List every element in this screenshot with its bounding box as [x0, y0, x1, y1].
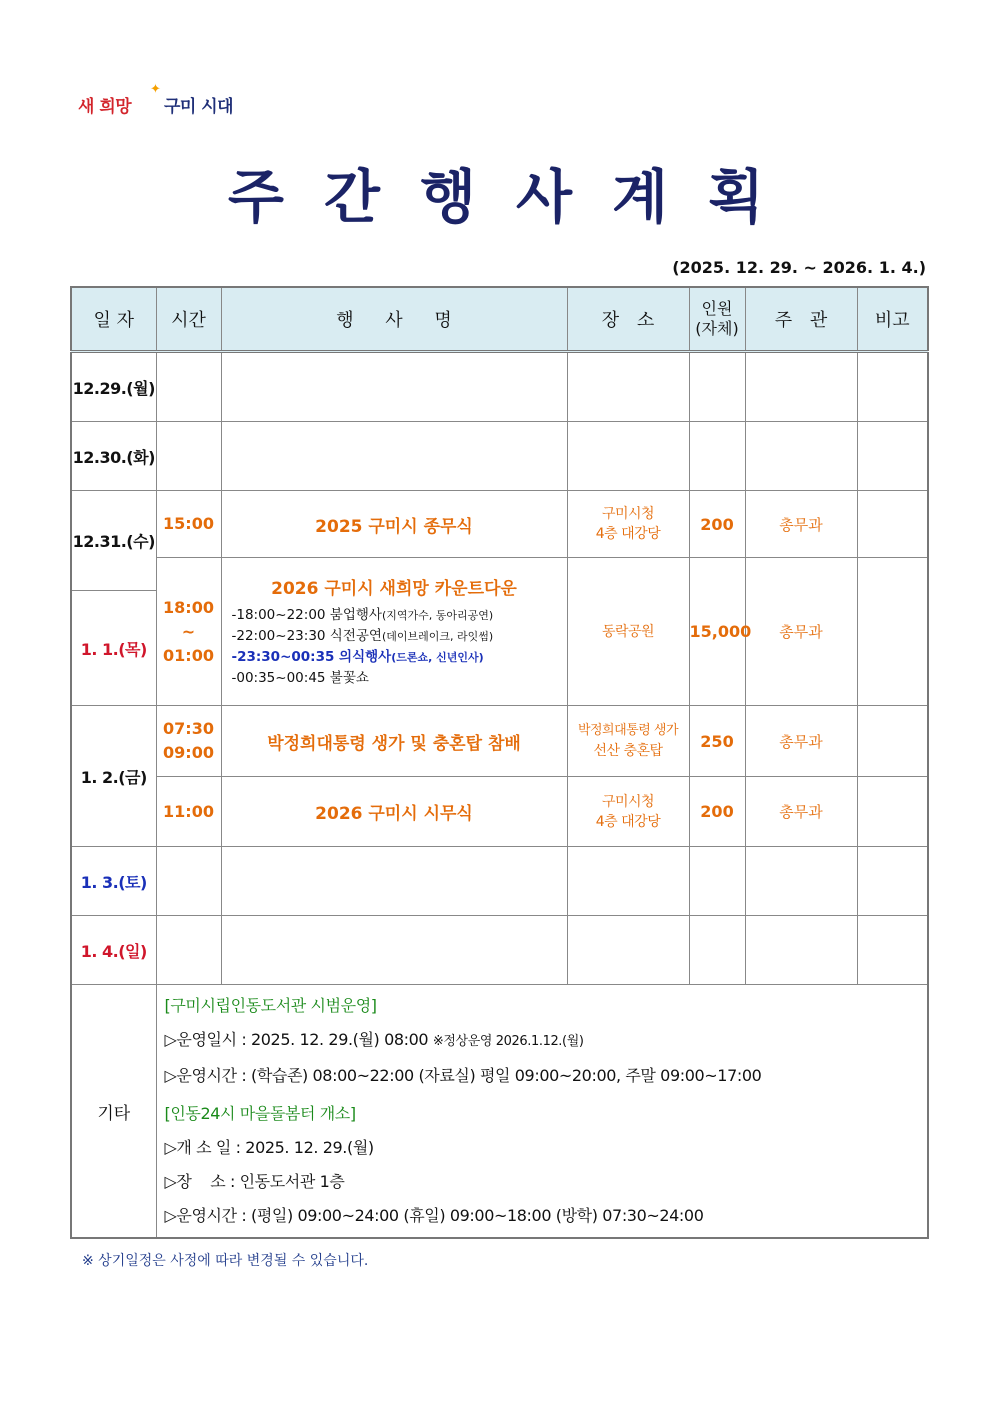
misc-line: ▷장 소 : 인동도서관 1층	[164, 1172, 345, 1191]
event-time: 15:00	[156, 491, 221, 558]
star-icon: ✦	[150, 82, 161, 97]
event-time: 11:00	[156, 777, 221, 847]
header-event: 행 사 명	[221, 287, 567, 352]
event-place-line: 구미시청	[601, 506, 655, 522]
header-place: 장 소	[567, 287, 689, 352]
event-people: 200	[689, 777, 745, 847]
misc-row	[71, 985, 928, 1239]
table-header-row	[71, 287, 928, 352]
sub-line: -22:00~23:30 식전공연	[231, 628, 382, 644]
event-name: 2025 구미시 종무식	[221, 491, 567, 558]
sub-line: -18:00~22:00 붐업행사	[231, 607, 382, 623]
event-org: 총무과	[745, 706, 857, 777]
misc-text: ▷운영일시 : 2025. 12. 29.(월) 08:00	[164, 1030, 429, 1049]
event-time	[156, 706, 221, 777]
table-row	[71, 916, 928, 985]
misc-note: ※정상운영 2026.1.12.(월)	[432, 1034, 584, 1049]
event-place-line: 구미시청	[601, 793, 655, 810]
header-time: 시간	[156, 287, 221, 352]
header-people-2: (자체)	[695, 319, 739, 338]
sub-line: -23:30~00:35 의식행사	[231, 649, 392, 665]
event-name: 2026 구미시 시무식	[221, 777, 567, 847]
event-people: 200	[689, 491, 745, 558]
event-time	[156, 558, 221, 706]
logo-text-2: 구미 시대	[164, 97, 234, 117]
sub-note: (지역가수, 동아리공연)	[381, 609, 494, 622]
event-org: 총무과	[745, 491, 857, 558]
event-people: 15,000	[689, 558, 745, 706]
time-end: 01:00	[163, 645, 214, 665]
event-name: 2026 구미시 새희망 카운트다운	[271, 579, 517, 599]
misc-label: 기타	[71, 985, 156, 1239]
time-start: 07:30	[163, 719, 214, 738]
misc-line	[165, 1023, 928, 1059]
table-row	[71, 422, 928, 491]
table-row	[71, 558, 928, 591]
date-cell: 1. 3.(토)	[71, 847, 156, 916]
schedule-table	[70, 286, 929, 1239]
header-note: 비고	[857, 287, 928, 352]
event-place-line: 4층 대강당	[595, 526, 661, 542]
table-row	[71, 777, 928, 847]
time-end: 09:00	[163, 743, 214, 762]
misc-content	[156, 985, 928, 1239]
misc-heading: [인동24시 마을돌봄터 개소]	[164, 1104, 356, 1123]
header-people	[689, 287, 745, 352]
time-sep: ~	[181, 621, 196, 641]
event-place	[567, 777, 689, 847]
event-place-line: 4층 대강당	[595, 813, 661, 830]
sub-line: -00:35~00:45 불꽃쇼	[231, 670, 369, 686]
event-people: 250	[689, 706, 745, 777]
event-subschedule	[222, 605, 567, 689]
event-place-line: 선산 충혼탑	[593, 743, 663, 759]
table-row	[71, 706, 928, 777]
event-place	[567, 706, 689, 777]
footnote: ※ 상기일정은 사정에 따라 변경될 수 있습니다.	[82, 1253, 369, 1269]
header-org: 주 관	[745, 287, 857, 352]
table-row	[71, 847, 928, 916]
date-cell: 12.29.(월)	[71, 352, 156, 422]
sub-note: (데이브레이크, 라잇썸)	[381, 630, 494, 643]
misc-heading: [구미시립인동도서관 시범운영]	[164, 996, 377, 1015]
event-name: 박정희대통령 생가 및 충혼탑 참배	[221, 706, 567, 777]
header-date: 일 자	[71, 287, 156, 352]
event-place	[567, 491, 689, 558]
event-org: 총무과	[745, 558, 857, 706]
date-cell: 12.31.(수)	[71, 491, 156, 591]
event-place: 동락공원	[567, 558, 689, 706]
period: (2025. 12. 29. ~ 2026. 1. 4.)	[672, 258, 926, 277]
date-cell: 12.30.(화)	[71, 422, 156, 491]
header-people-1: 인원	[701, 299, 733, 318]
table-row	[71, 491, 928, 558]
misc-line: ▷개 소 일 : 2025. 12. 29.(월)	[164, 1138, 374, 1157]
event-countdown	[221, 558, 567, 706]
sub-note: (드론쇼, 신년인사)	[391, 651, 484, 664]
date-cell: 1. 4.(일)	[71, 916, 156, 985]
date-cell: 1. 2.(금)	[71, 706, 156, 847]
misc-line: ▷운영시간 : (학습존) 08:00~22:00 (자료실) 평일 09:00~20:00, 주말 09:00~17:00	[164, 1066, 762, 1085]
page-title: 주간행사계획	[227, 163, 805, 231]
date-cell: 1. 1.(목)	[71, 591, 156, 706]
table-row	[71, 352, 928, 422]
logo-text-1: 새 희망	[78, 97, 132, 117]
time-start: 18:00	[163, 597, 214, 617]
event-place-line: 박정희대통령 생가	[577, 723, 679, 738]
misc-line: ▷운영시간 : (평일) 09:00~24:00 (휴일) 09:00~18:00 (방학) 07:30~24:00	[164, 1206, 704, 1225]
event-org: 총무과	[745, 777, 857, 847]
